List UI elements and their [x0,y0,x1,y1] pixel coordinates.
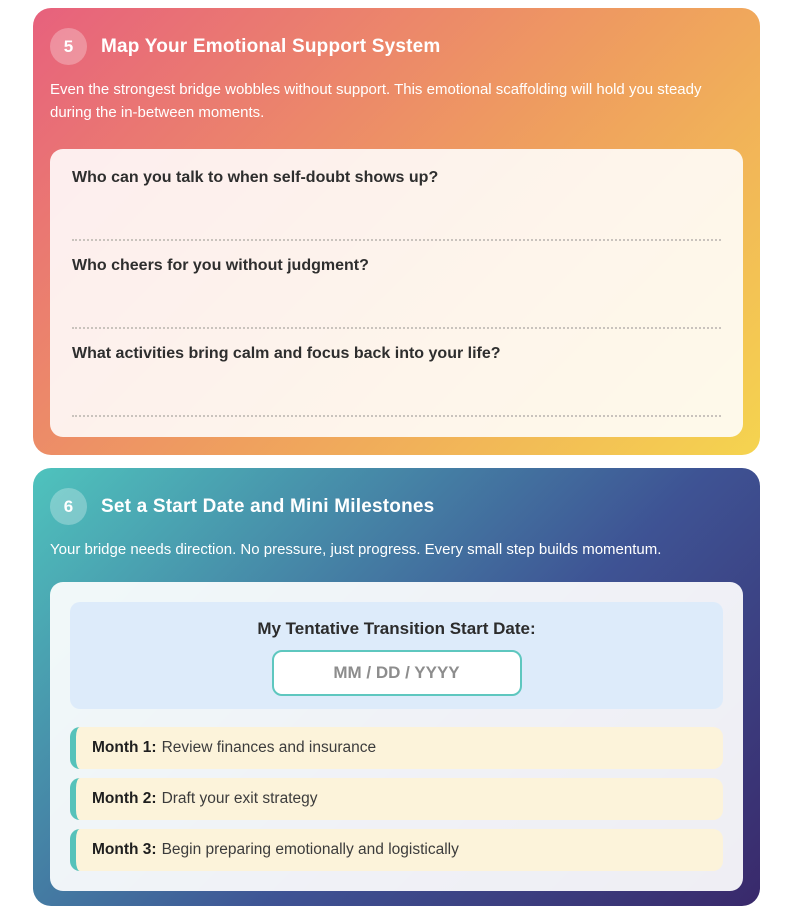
card-title: Map Your Emotional Support System [101,35,441,57]
milestone-text: Begin preparing emotionally and logistically [161,841,459,859]
question-text: Who cheers for you without judgment? [72,256,369,274]
milestone-row [70,778,723,820]
card-description: Your bridge needs direction. No pressure, just progress. Every small step builds momentum. [50,541,662,558]
start-date-input[interactable] [272,650,522,696]
milestone-list [70,727,723,871]
answer-write-area[interactable] [72,187,721,241]
card-header [50,28,743,65]
milestone-row [70,727,723,769]
question-block [72,169,721,241]
question-block [72,345,721,417]
milestone-row [70,829,723,871]
card-title: Set a Start Date and Mini Milestones [101,495,435,517]
milestone-label: Month 1: [92,739,157,757]
milestone-text: Review finances and insurance [161,739,377,757]
question-text: What activities bring calm and focus back into your life? [72,344,501,362]
milestone-label: Month 3: [92,841,157,859]
card-start-date-milestones [33,468,760,906]
card-description: Even the strongest bridge wobbles without support. This emotional scaffolding will hold you steady during the in-between moments. [50,81,702,122]
answer-write-area[interactable] [72,363,721,417]
question-text: Who can you talk to when self-doubt shows up? [72,168,439,186]
questions-panel [50,149,743,437]
start-date-section [70,602,723,709]
answer-write-area[interactable] [72,275,721,329]
milestone-text: Draft your exit strategy [161,790,318,808]
card-header [50,488,743,525]
step-number-badge: 6 [50,488,87,525]
milestones-panel [50,582,743,891]
question-block [72,257,721,329]
start-date-label: My Tentative Transition Start Date: [257,619,536,639]
milestone-label: Month 2: [92,790,157,808]
card-emotional-support-system [33,8,760,455]
step-number-badge: 5 [50,28,87,65]
